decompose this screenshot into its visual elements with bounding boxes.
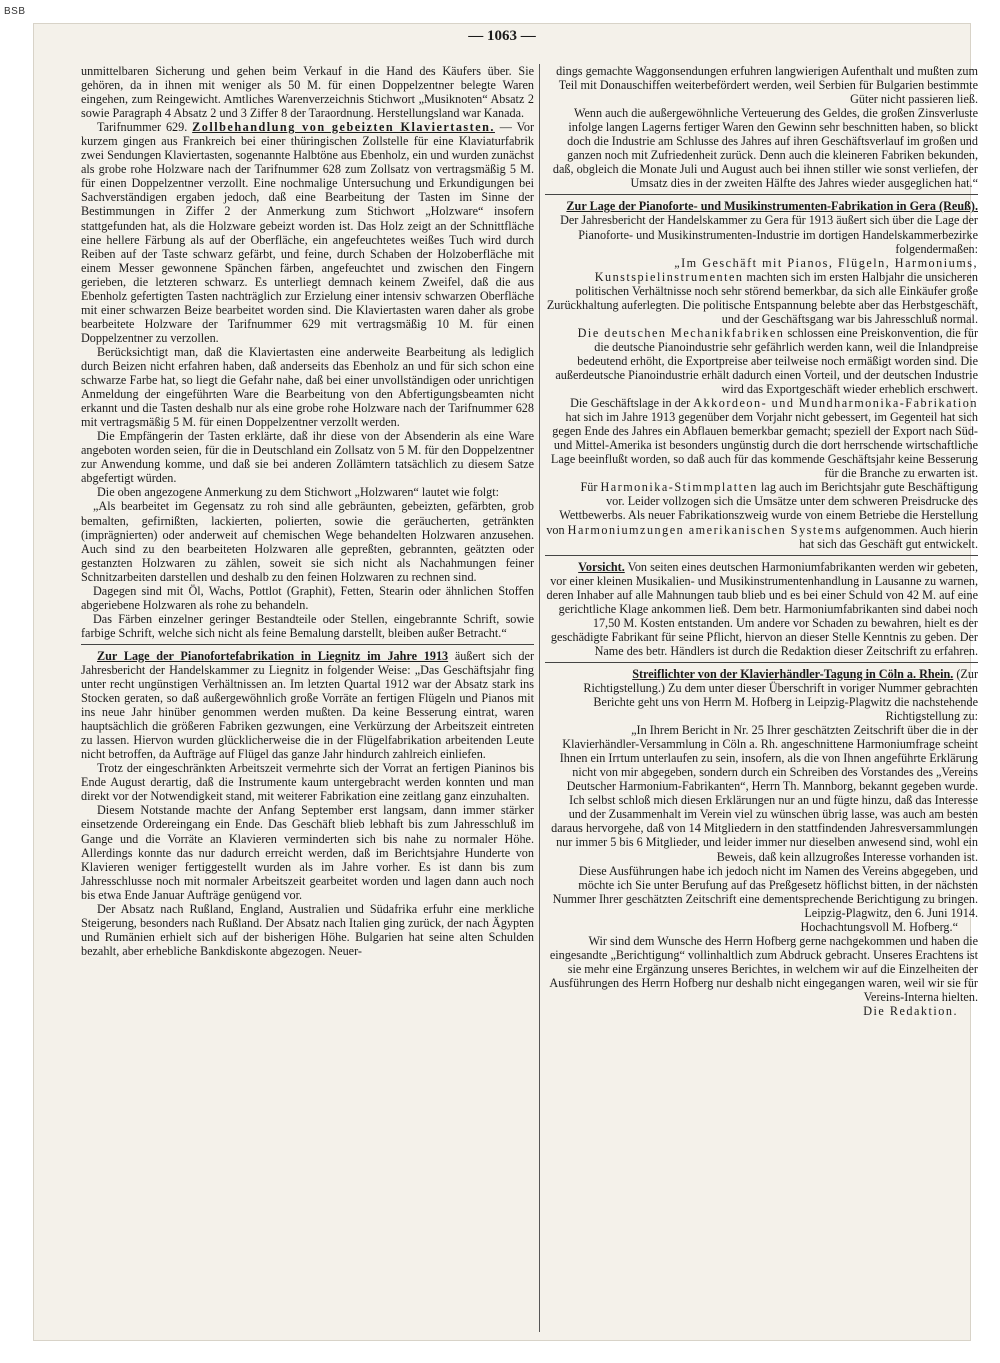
quote-body: machten sich im ersten Halbjahr die unsicheren politischen Verhältnisse noch sehr störend bemerkbar, da sich alle Einkäufer große Zurückhaltung auferlegten. Die politische Entspannung belebte aber das Herbstgeschäft, und der Geschäftsgang war bis Jahresschluß normal. <box>546 269 978 326</box>
paragraph-start: Für <box>580 480 601 495</box>
left-column <box>81 64 534 958</box>
paragraph: unmittelbaren Sicherung und gehen beim Verkauf in die Hand des Käufers über. Sie gehören, da in ihnen mit weniger als 50 M. für einen Doppelzentner belegte Waren eingehen, zum Reingewicht. Amtliches Warenverzeichnis Stichwort „Musiknoten“ Absatz 2 sowie Paragraph 4 Absatz 2 und 3 Ziffer 8 der Taraordnung. Herstellungsland war Kanada. <box>81 64 534 121</box>
library-stamp: BSB <box>4 6 26 17</box>
quote-paragraph: Das Färben einzelner geringer Bestandteile oder Stellen, eingebrannte Schrift, sowie farbige Schrift, welche sich nicht als feine Bemalung darstellt, bleiben außer Betracht.“ <box>81 611 534 640</box>
section-heading: Zur Lage der Pianofortefabrikation in Liegnitz im Jahre 1913 <box>97 648 449 663</box>
paragraph-end: aufgenommen. Auch hierin hat sich das Geschäft gut entwickelt. <box>799 522 978 551</box>
paragraph <box>545 480 978 550</box>
section-heading: Vorsicht. <box>578 559 625 574</box>
section-body: Der Jahresbericht der Handelskammer zu Gera für 1913 äußert sich über die Lage der Pianoforte- und Musikinstrumenten-Industrie im dortigen Handelskammerbezirke folgendermaßen: <box>560 213 978 256</box>
section-body: äußert sich der Jahresbericht der Handelskammer zu Liegnitz in folgender Weise: „Das Geschäftsjahr fing unter recht ungünstigen Verhältnissen an. Im letzten Quartal 1912 war der Absatz stark ins Stocken geraten, so daß außergewöhnlich große Vorräte an fertigen Flügeln und Pianos mit ins neue Jahr hinüber genommen werden mußten. Da keine Besserung eintrat, waren hauptsächlich die größeren Fabriken gezwungen, eine Verkürzung der Arbeitszeit eintreten zu lassen. Hiervon wurden glücklicherweise die in der Flügelfabrikation arbeitenden Leute nicht betroffen, da Aufträge auf Flügel das ganze Jahr hindurch zahlreich einliefen. <box>81 648 534 762</box>
divider <box>545 194 978 195</box>
quote-paragraph: „In Ihrem Bericht in Nr. 25 Ihrer geschätzten Zeitschrift über die in der Klavierhändler-Versammlung in Cöln a. Rh. angeschnittene Harmoniumfrage scheint Ihnen ein Irrtum unterlaufen zu sein, insofern, als die von Ihnen angeführte Erklärung nicht von mir abgegeben, sondern durch ein Schreiben des Vorstandes des „Vereins Deutscher Harmonium-Fabrikanten“, Herrn Th. Mannborg, bekannt gegeben wurde. <box>559 723 978 794</box>
quote-paragraph <box>545 256 978 326</box>
quote-paragraph: Diese Ausführungen habe ich jedoch nicht im Namen des Vereins abgegeben, und möchte ich Sie unter Berufung auf das Preßgesetz höflichst bitten, in der nächsten Nummer Ihrer geschätzten Zeitschrift eine dementsprechende Berichtigung zu bringen. <box>552 863 978 906</box>
section-body: (Zur Richtigstellung.) Zu dem unter dieser Überschrift in voriger Nummer gebrachten Berichte geht uns von Herrn M. Hofberg in Leipzig-Plagwitz die nachstehende Richtigstellung zu: <box>583 666 978 724</box>
emphasis: Harmoniumzungen amerikanischen Systems <box>567 522 842 537</box>
column-rule <box>539 64 540 1332</box>
paragraph <box>545 326 978 396</box>
emphasis: Die deutschen Mechanikfabriken <box>577 325 785 340</box>
section-liegnitz <box>81 649 534 761</box>
divider <box>545 555 978 556</box>
emphasis: Harmonika-Stimmplatten <box>600 480 758 495</box>
quote-paragraph: „Als bearbeitet im Gegensatz zu roh sind alle gebräunten, gebeizten, gefärbten, grob bemalten, gefirnißten, lackierten, polierten, sowie die geräucherten, getränkten (imprägnierten) oder anderweit auf chemischen Wege behandelten Holzwaren anzusehen. Auch sind zu den bearbeiteten Holzwaren alle gepreßten, gebrannten, geätzten oder gestanzten Holzwaren zu zählen, soweit sie sich nicht als Nachahmungen feiner Schnitzarbeiten darstellen und deshalb zu den feinen Holzwaren zu rechnen sind. <box>81 499 534 584</box>
section-body: — Vor kurzem gingen aus Frankreich bei einer thüringischen Zollstelle für eine Klaviaturfabrik zwei Sendungen Klaviertasten, sogenannte Halbtöne aus Ebenholz, ein und wurden zunächst als grobe rohe Holzware nach der Tarifnummer 628 zum Zollsatz von vertragsmäßig 5 M. für einen Doppelzentner verzollt. Eine nochmalige Untersuchung und Erkundigungen bei Sachverständigen ergaben jedoch, daß eine Bearbeitung der Tasten im Sinne der Bestimmungen in Ziffer 2 der Anmerkung zum Stichwort „Holzware“ insofern stattgefunden hat, als die Holzware gebeizt worden ist. Das Holz zeigt an der Schnittfläche eine hellere Färbung als auf der Oberfläche, ein angefeuchtetes weißes Tuch wird durch Reiben auf der Taste schwarz gefärbt, und feine, durch Schaben der Holzoberfläche mit einem Messer gewonnene Spänchen färben, angefeuchtet und zwischen den Fingern gerieben, die letzteren schwarz. Es unterliegt demnach keinem Zweifel, daß die aus Ebenholz gefertigten Tasten nachträglich zur Erzielung einer intensiv schwarzen Oberfläche mit einer schwarzen Beize bearbeitet worden sind. Die Klaviertasten waren daher als grobe bearbeitete Holzware der Tarifnummer 629 mit vertragsmäßig 10 M. für einen Doppelzentner zu verzollen. <box>81 120 534 345</box>
divider <box>545 662 978 663</box>
divider <box>81 644 534 645</box>
emphasis: „Im Geschäft mit Pianos, Flügeln, Harmoniums, Kunstspielinstrumenten <box>594 255 978 284</box>
section-heading: Zollbehandlung von gebeizten Klaviertasten. <box>192 120 495 135</box>
paragraph <box>545 396 978 480</box>
paragraph: Trotz der eingeschränkten Arbeitszeit vermehrte sich der Vorrat an fertigen Pianinos bis Ende August derartig, daß die Instrumente kaum untergebracht werden konnten und man direkt vor der Notwendigkeit stand, mit weiterer Fabrikation eine zeitlang ganz einzuhalten. <box>81 761 534 804</box>
paragraph-body: lag auch im Berichtsjahr gute Beschäftigung vor. Leider vollzogen sich die Umsätze unter dem schweren Preisdrucke des Wettbewerbs. Als neuer Fabrikationszweig wurde von einem Betriebe die Herstellung von <box>546 480 978 537</box>
paragraph: Diesem Notstande machte der Anfang September erst langsam, dann immer stärker einsetzende Ordereingang ein Ende. Das Geschäft blieb lebhaft bis zum Jahresschluß im Gange und die Vorräte an Klavieren verminderten sich bis nahe zu normaler Höhe. Allerdings konnte das nur dadurch erreicht werden, daß im Berichtsjahre Hunderte von Klavieren weniger fertiggestellt wurden als im Jahre vorher. Es ist dann bis zum Jahresschlusse noch mit normaler Arbeitszeit gearbeitet worden und lagen dann auch noch bis etwa Ende Januar Aufträge genügend vor. <box>81 803 534 902</box>
section-vorsicht <box>545 560 978 658</box>
paragraph: dings gemachte Waggonsendungen erfuhren langwierigen Aufenthalt und mußten zum Teil mit Donauschiffen weiterbefördert werden, weil Serbien für Bulgarien bestimmte Güter nicht passieren ließ. <box>556 64 978 107</box>
editorial-signature: Die Redaktion. <box>863 1004 958 1019</box>
paragraph: Die oben angezogene Anmerkung zu dem Stichwort „Holzwaren“ lautet wie folgt: <box>97 485 500 500</box>
quote-paragraph: Dagegen sind mit Öl, Wachs, Pottlot (Graphit), Fetten, Stearin oder ähnlichen Stoffen abgeriebene Holzwaren als rohe zu behandeln. <box>81 583 534 612</box>
paragraph: Wir sind dem Wunsche des Herrn Hofberg gerne nachgekommen und haben die eingesandte „Berichtigung“ vollinhaltlich zum Abdruck gebracht. Unseres Erachtens ist sie mehr eine Ergänzung unseres Berichtes, in welchem wir auf die Einzelheiten der Ausführungen des Herrn Hofberg nur deshalb nicht eingegangen waren, weil wir sie für Vereins-Interna hielten. <box>549 933 978 1004</box>
section-body: Von seiten eines deutschen Harmoniumfabrikanten werden wir gebeten, vor einer kleinen Musikalien- und Musikinstrumentenhandlung in Lausanne zu warnen, deren Inhaber auf alle Mahnungen taub blieb und es bei einer Schuld von 42 M. auf eine gerichtliche Klage ankommen ließ. Dem betr. Harmoniumfabrikanten sind dabei noch 17,50 M. Kosten entstanden. Um andere vor Schaden zu bewahren, hielt es der geschädigte Fabrikant für seine Pflicht, hiervon an dieser Stelle Kenntnis zu geben. Der Name des betr. Händlers ist durch die Redaktion dieser Zeitschrift zu erfahren. <box>546 559 978 658</box>
letter-dateline: Leipzig-Plagwitz, den 6. Juni 1914. <box>804 905 978 920</box>
emphasis: Akkordeon- und Mundharmonika-Fabrikation <box>693 396 978 411</box>
scanned-page <box>34 24 978 1340</box>
paragraph-start: Die Geschäftslage in der <box>570 396 694 411</box>
quote-paragraph: Ich selbst schloß mich diesen Erklärungen nur an und fügte hinzu, daß das Interesse und der Zusammenhalt im Verein viel zu wünschen übrig lasse, was auch am besten daraus hervorgehe, daß von 14 Mitgliedern in den stattfindenden Jahresversammlungen nur immer 5 bis 6 Mitglieder, und leider immer nur dieselben anwesend sind, wohl ein Beweis, daß kein allzugroßes Interesse vorhanden ist. <box>551 793 978 864</box>
paragraph: Die Empfängerin der Tasten erklärte, daß ihr diese von der Absenderin als eine Ware angeboten worden seien, für die in Deutschland ein Zollsatz von 5 M. für den Doppelzentner zur Anwendung komme, und daß sie bei anderen Zollämtern tatsächlich zu diesem Satze abgefertigt würden. <box>81 429 534 486</box>
page-number: — 1063 — <box>468 28 536 44</box>
paragraph-body: schlossen eine Preiskonvention, die für die deutsche Pianoindustrie sehr gefährlich werden kann, weil die Inlandpreise bedeutend erhöht, die Exportpreise aber teilweise noch ermäßigt worden sind. Die außerdeutsche Pianoindustrie erhält dadurch einen Vorteil, und der deutschen Industrie wird das Exportgeschäft wieder erheblich erschwert. <box>555 325 978 397</box>
paragraph: Der Absatz nach Rußland, England, Australien und Südafrika erfuhr eine merkliche Steigerung, besonders nach Rußland. Der Absatz nach Italien ging zurück, der nach Ägypten und Rumänien erhielt sich auf der bisherigen Höhe. Bulgarien hat seine alten Schulden bezahlt, aber erhebliche Bankdiskonte abgezogen. Neuer- <box>81 901 534 958</box>
paragraph-body: hat sich im Jahre 1913 gegenüber dem Vorjahr nicht gebessert, im Gegenteil hat sich gegen Ende des Jahres ein Abflauen bemerkbar gemacht; speziell der Export nach Süd- und Mittel-Amerika ist besonders ungünstig durch die dort herrschende wirtschaftliche Lage beeinflußt worden, so daß auch für das kommende Geschäftsjahr keine Besserung für die Branche zu erwarten ist. <box>550 410 978 481</box>
section-heading: Zur Lage der Pianoforte- und Musikinstrumenten-Fabrikation in Gera (Reuß). <box>566 199 978 214</box>
section-gera <box>545 199 978 255</box>
section-heading: Streiflichter von der Klavierhändler-Tagung in Cöln a. Rhein. <box>632 666 954 681</box>
right-column <box>545 64 978 1018</box>
paragraph: Wenn auch die außergewöhnliche Verteuerung des Geldes, die großen Zinsverluste infolge langen Lagerns fertiger Waren den Gewinn sehr beschnitten haben, so blickt doch die Industrie am Schlusse des Jahres auf ihren Geschäftsverlauf im großen und ganzen noch mit Zufriedenheit zurück. Denn auch die kleineren Fabriken bekunden, daß, obgleich die Monate Juli und August auch bei ihnen stiller wie sonst verliefen, der Umsatz dies in der zweiten Hälfte des Jahres wieder ausgeglichen hat.“ <box>552 106 978 191</box>
section-tariff-629 <box>81 120 534 345</box>
tariff-number: Tarifnummer 629. <box>97 120 188 135</box>
paragraph: Berücksichtigt man, daß die Klaviertasten eine anderweite Bearbeitung als lediglich durch Beizen nicht erfahren haben, daß anderseits das Ebenholz an und für sich schon eine schwarze Farbe hat, so liegt die Gefahr nahe, daß bei einer unvollständigen oder unrichtigen Anmeldung der eingeführten Ware die Bearbeitung von den Abfertigungsbeamten nicht erkannt und die Tasten deshalb nur als eine grobe rohe Holzware nach der Tarifnummer 628 mit vertragsmäßig 5 M. für einen Doppelzentner verzollt werden. <box>81 344 534 430</box>
letter-closing: Hochachtungsvoll M. Hofberg.“ <box>800 919 958 934</box>
section-streiflichter <box>545 667 978 723</box>
